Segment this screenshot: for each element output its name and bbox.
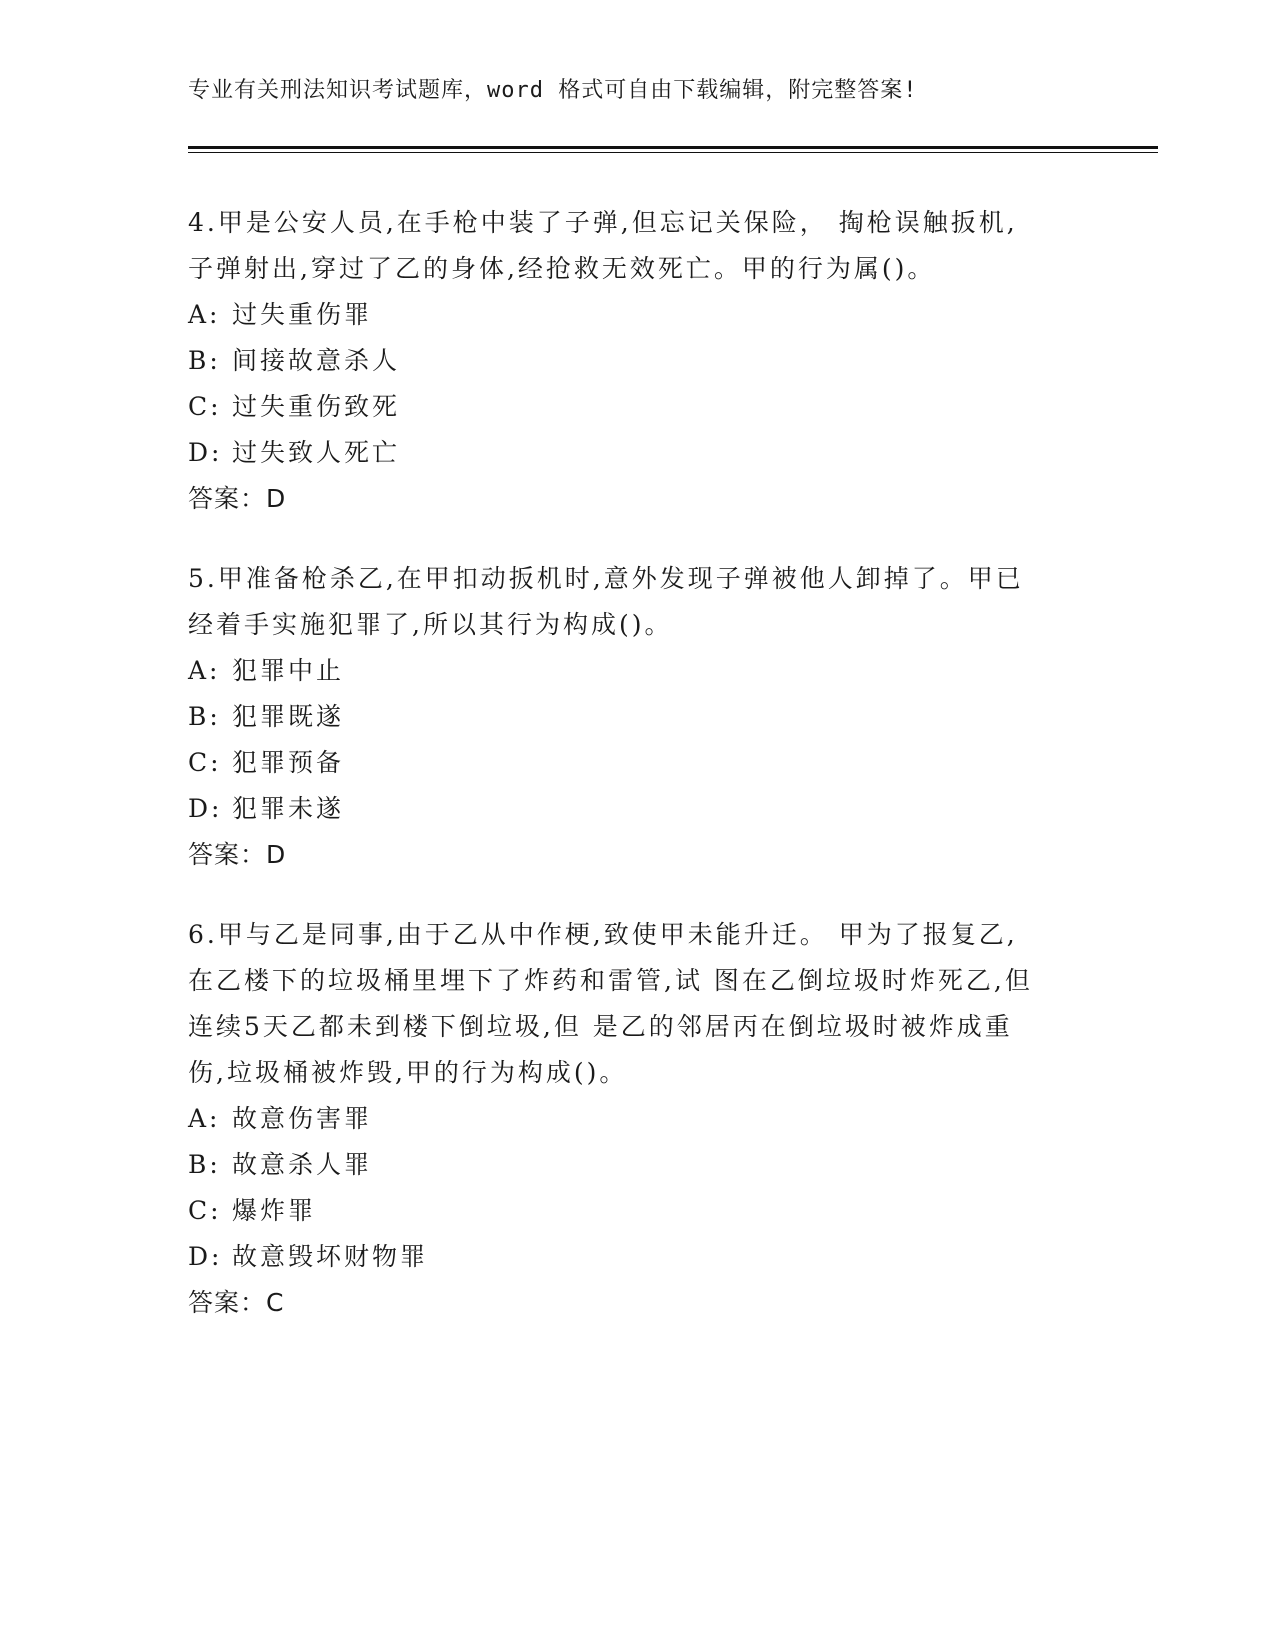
question-stem-line: 6.甲与乙是同事,由于乙从中作梗,致使甲未能升迁。 甲为了报复乙, xyxy=(188,920,1018,949)
option-text: 故意毁坏财物罪 xyxy=(232,1242,429,1271)
option-a xyxy=(188,1096,1088,1142)
option-d xyxy=(188,430,1088,476)
header-rule-thick xyxy=(188,146,1158,149)
option-key: D: xyxy=(188,794,223,823)
option-text: 故意杀人罪 xyxy=(232,1150,373,1179)
option-key: A: xyxy=(188,656,221,685)
question-5 xyxy=(188,556,1088,878)
option-key: D: xyxy=(188,1242,223,1271)
answer-line: 答案：D xyxy=(188,484,287,513)
option-key: D: xyxy=(188,438,223,467)
answer-line: 答案：D xyxy=(188,840,287,869)
option-a xyxy=(188,648,1088,694)
option-d xyxy=(188,1234,1088,1280)
option-a xyxy=(188,292,1088,338)
questions-list xyxy=(188,200,1088,1360)
option-text: 故意伤害罪 xyxy=(232,1104,373,1133)
option-c xyxy=(188,1188,1088,1234)
option-b xyxy=(188,338,1088,384)
question-stem-line: 在乙楼下的垃圾桶里埋下了炸药和雷管,试 图在乙倒垃圾时炸死乙,但 xyxy=(188,966,1033,995)
option-text: 犯罪中止 xyxy=(232,656,345,685)
option-key: C: xyxy=(188,1196,222,1225)
option-key: B: xyxy=(188,702,221,731)
option-text: 爆炸罪 xyxy=(232,1196,317,1225)
question-stem-line: 4.甲是公安人员,在手枪中装了子弹,但忘记关保险， 掏枪误触扳机, xyxy=(188,208,1018,237)
option-text: 犯罪未遂 xyxy=(232,794,345,823)
option-text: 过失重伤致死 xyxy=(232,392,401,421)
option-c xyxy=(188,384,1088,430)
question-6 xyxy=(188,912,1088,1326)
option-c xyxy=(188,740,1088,786)
question-stem-line: 5.甲准备枪杀乙,在甲扣动扳机时,意外发现子弹被他人卸掉了。甲已 xyxy=(188,564,1024,593)
option-text: 间接故意杀人 xyxy=(232,346,401,375)
question-stem-line: 连续5天乙都未到楼下倒垃圾,但 是乙的邻居丙在倒垃圾时被炸成重 xyxy=(188,1012,1013,1041)
option-b xyxy=(188,1142,1088,1188)
option-d xyxy=(188,786,1088,832)
option-text: 过失致人死亡 xyxy=(232,438,401,467)
option-text: 过失重伤罪 xyxy=(232,300,373,329)
question-stem-line: 子弹射出,穿过了乙的身体,经抢救无效死亡。甲的行为属()。 xyxy=(188,254,936,283)
option-text: 犯罪预备 xyxy=(232,748,345,777)
option-key: A: xyxy=(188,1104,221,1133)
option-key: A: xyxy=(188,300,221,329)
option-key: C: xyxy=(188,748,222,777)
question-4 xyxy=(188,200,1088,522)
page-header: 专业有关刑法知识考试题库，word 格式可自由下载编辑，附完整答案! xyxy=(188,78,918,103)
option-key: B: xyxy=(188,1150,221,1179)
question-stem-line: 经着手实施犯罪了,所以其行为构成()。 xyxy=(188,610,673,639)
answer-line: 答案：C xyxy=(188,1288,285,1317)
option-key: C: xyxy=(188,392,222,421)
option-text: 犯罪既遂 xyxy=(232,702,345,731)
header-rule-thin xyxy=(188,152,1158,153)
option-key: B: xyxy=(188,346,221,375)
option-b xyxy=(188,694,1088,740)
question-stem-line: 伤,垃圾桶被炸毁,甲的行为构成()。 xyxy=(188,1058,628,1087)
